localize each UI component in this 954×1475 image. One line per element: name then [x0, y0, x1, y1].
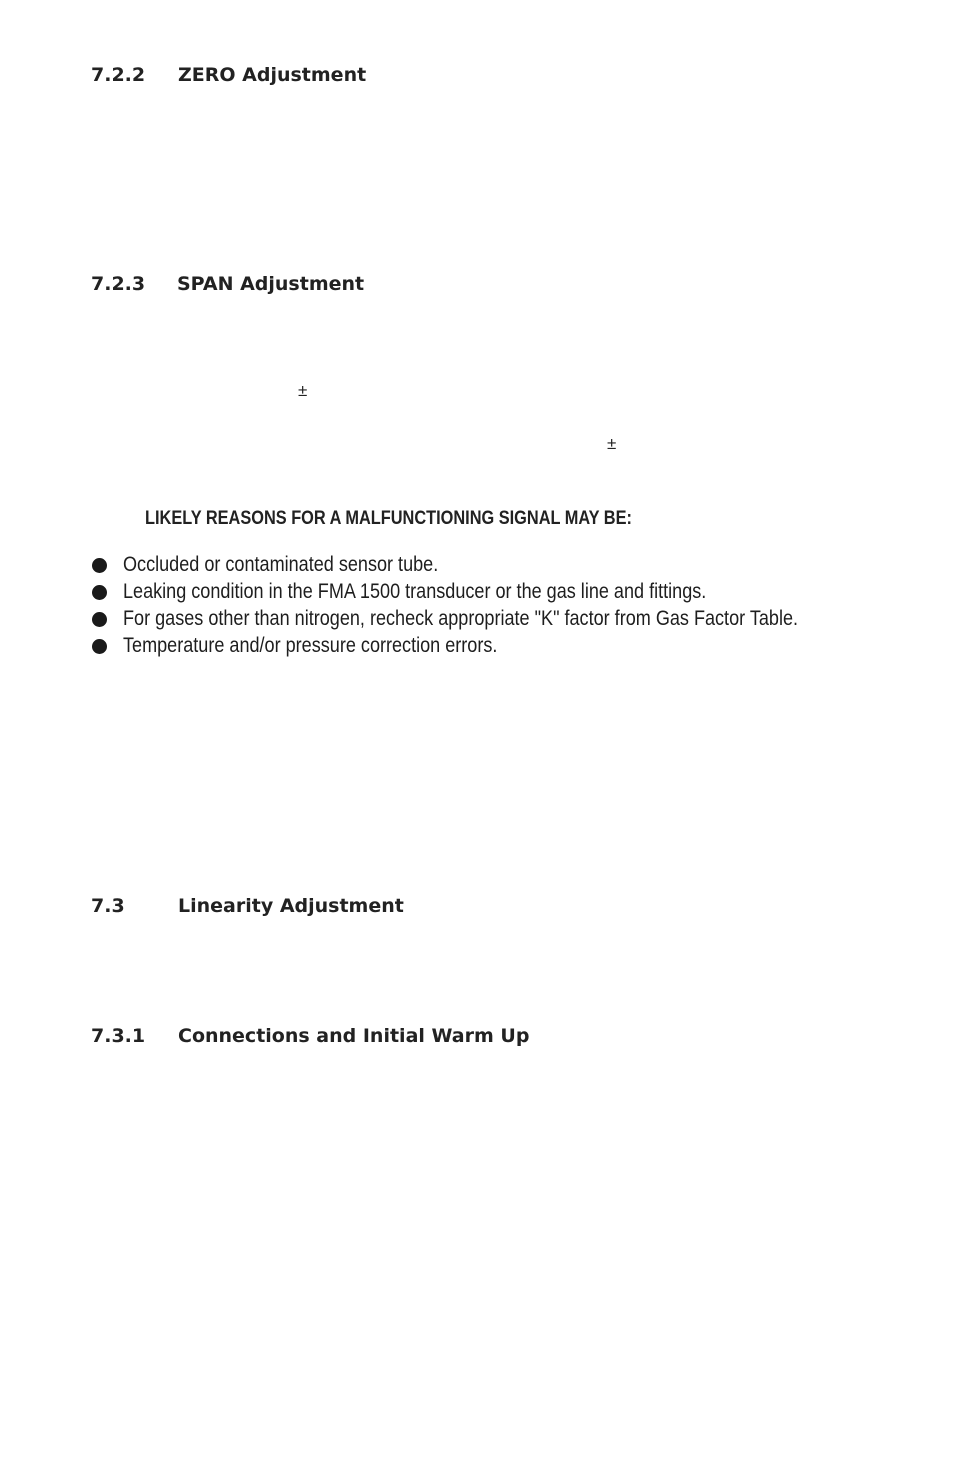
- section-title: Connections and Initial Warm Up: [178, 1025, 530, 1047]
- plus-minus-symbol: ±: [607, 434, 617, 453]
- section-heading-connections-warm-up: [91, 1024, 530, 1048]
- section-title: ZERO Adjustment: [178, 64, 367, 86]
- reason-text: Temperature and/or pressure correction errors.: [123, 634, 498, 657]
- section-number: 7.3.1: [91, 1025, 146, 1047]
- section-heading-linearity-adjustment: [91, 894, 404, 918]
- bullet-icon: [92, 585, 107, 600]
- bullet-icon: [92, 558, 107, 573]
- reason-text: Leaking condition in the FMA 1500 transducer or the gas line and fittings.: [123, 580, 707, 603]
- reason-text: Occluded or contaminated sensor tube.: [123, 553, 439, 576]
- bullet-icon: [92, 639, 107, 654]
- section-title: SPAN Adjustment: [177, 273, 365, 295]
- section-number: 7.2.3: [91, 273, 146, 295]
- reason-text: For gases other than nitrogen, recheck appropriate "K" factor from Gas Factor Table.: [123, 607, 799, 630]
- section-heading-zero-adjustment: [91, 63, 367, 87]
- section-number: 7.2.2: [91, 64, 146, 86]
- malfunction-heading: LIKELY REASONS FOR A MALFUNCTIONING SIGNAL MAY BE:: [145, 508, 632, 529]
- bullet-icon: [92, 612, 107, 627]
- plus-minus-symbol: ±: [298, 381, 308, 400]
- section-number: 7.3: [91, 895, 125, 917]
- section-heading-span-adjustment: [91, 272, 365, 296]
- section-title: Linearity Adjustment: [178, 895, 404, 917]
